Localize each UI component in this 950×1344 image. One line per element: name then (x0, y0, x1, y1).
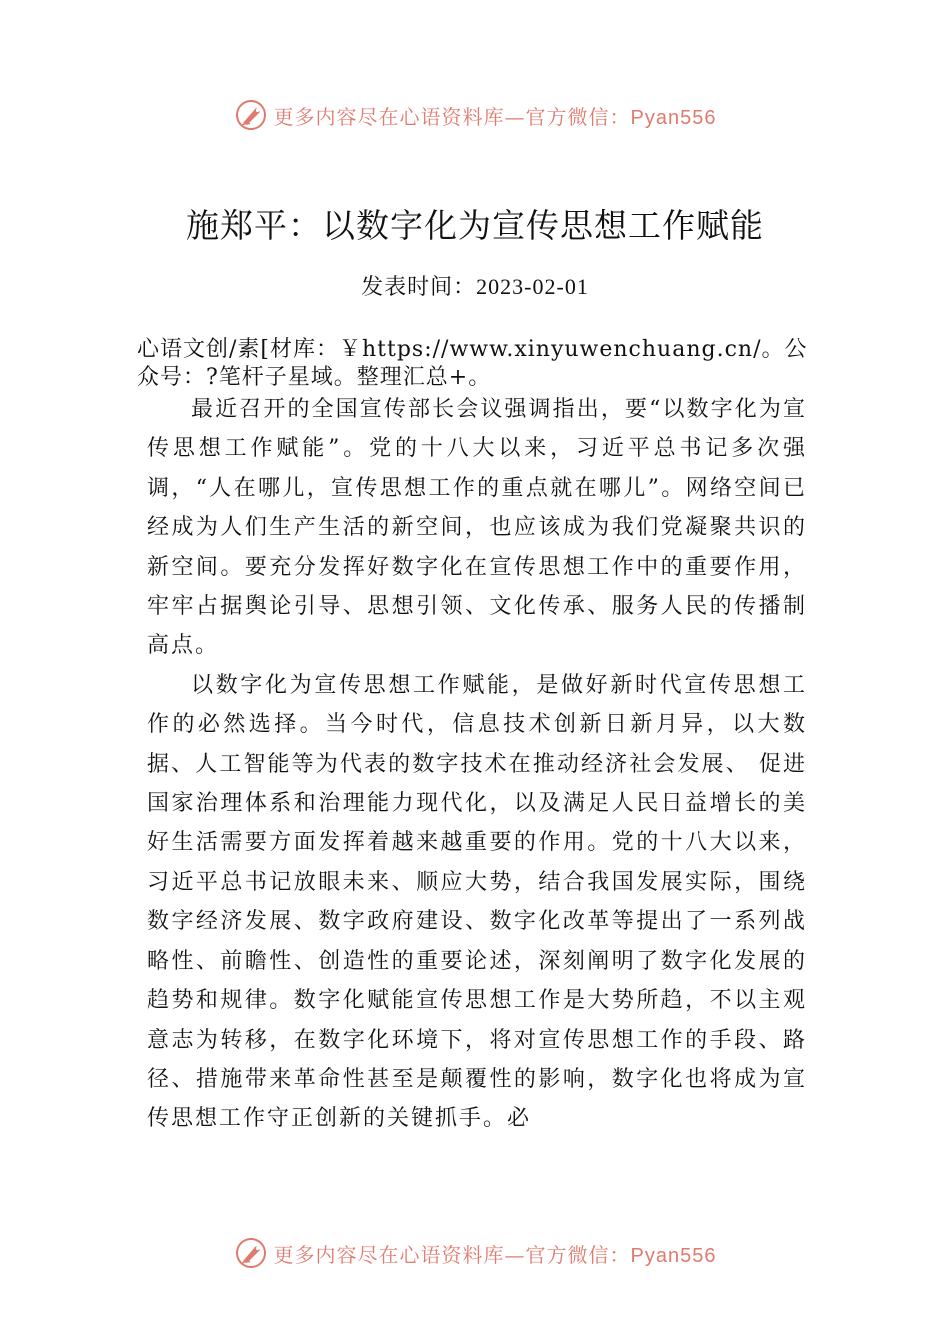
page-title: 施郑平：以数字化为宣传思想工作赋能 (186, 206, 764, 245)
banner-wechat-id: Pyan556 (630, 106, 717, 129)
paragraph: 以数字化为宣传思想工作赋能，是做好新时代宣传思想工作的必然选择。当今时代，信息技术创新日新月异，以大数据、人工智能等为代表的数字技术在推动经济社会发展、 促进国家治理体系和治理能力现代化，以及满足人民日益增长的美好生活需要方面发挥着越来越重要的作用。党的十八大以来，习近平总书记放眼未来、顺应大势，结合我国发展实际，围绕数字经济发展、数字政府建设、数字化改革等提出了一系列战略性、前瞻性、创造性的重要论述，深刻阐明了数字化发展的趋势和规律。数字化赋能宣传思想工作是大势所趋，不以主观意志为转移，在数字化环境下，将对宣传思想工作的手段、路径、措施带来革命性甚至是颠覆性的影响，数字化也将成为宣传思想工作守正创新的关键抓手。必 (147, 672, 807, 1132)
banner-text (274, 101, 717, 130)
pen-nib-logo-icon (234, 98, 268, 132)
banner-text (274, 1239, 717, 1268)
paragraph: 最近召开的全国宣传部长会议强调指出，要“以数字化为宣传思想工作赋能”。党的十八大以来，习近平总书记多次强调，“人在哪儿，宣传思想工作的重点就在哪儿”。网络空间已经成为人们生产生活的新空间，也应该成为我们党凝聚共识的新空间。要充分发挥好数字化在宣传思想工作中的重要作用，牢牢占据舆论引导、思想引领、文化传承、服务人民的传播制高点。 (147, 397, 807, 659)
publish-date-value: 2023-02-01 (476, 274, 589, 299)
banner-slogan: 更多内容尽在心语资料库—官方微信： (273, 1242, 631, 1267)
footer-banner (0, 1233, 950, 1273)
header-banner (0, 95, 950, 135)
pen-nib-logo-icon (234, 1236, 268, 1270)
banner-wechat-id: Pyan556 (630, 1244, 717, 1267)
banner-slogan: 更多内容尽在心语资料库—官方微信： (273, 104, 631, 129)
publish-date (0, 270, 950, 301)
article-body (147, 390, 807, 1139)
source-line: 心语文创/素[材库：￥https://www.xinyuwenchuang.cn/。公众号：?笔杆子星域。整理汇总+。 (137, 337, 808, 390)
publish-date-label: 发表时间： (361, 275, 477, 300)
